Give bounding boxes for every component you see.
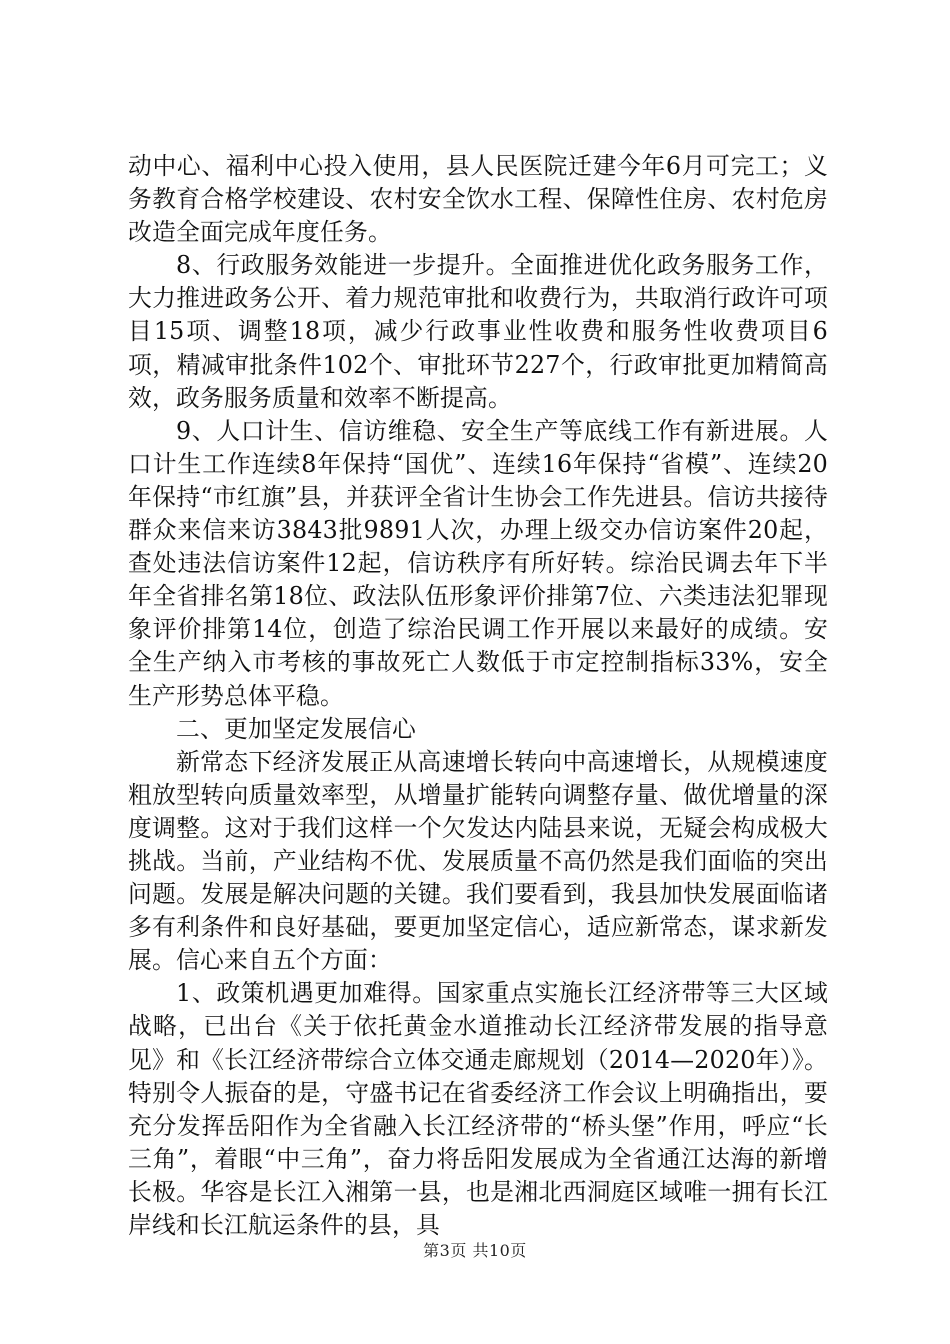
paragraph-item-8: 8、行政服务效能进一步提升。全面推进优化政务服务工作，大力推进政务公开、着力规范审批和收费行为，共取消行政许可项目15项、调整18项，减少行政事业性收费和服务性收费项目6项，精减审批条件102个、审批环节227个，行政审批更加精简高效，政务服务质量和效率不断提高。 [128,251,828,412]
paragraph-item-9: 9、人口计生、信访维稳、安全生产等底线工作有新进展。人口计生工作连续8年保持“国优”、连续16年保持“省模”、连续20年保持“市红旗”县，并获评全省计生协会工作先进县。信访共接待群众来信来访3843批9891人次，办理上级交办信访案件20起，查处违法信访案件12起，信访秩序有所好转。综治民调去年下半年全省排名第18位、政法队伍形象评价排第7位、六类违法犯罪现象评价排第14位，创造了综治民调工作开展以来最好的成绩。安全生产纳入市考核的事故死亡人数低于市定控制指标33%，安全生产形势总体平稳。 [128,416,828,710]
page-number-footer: 第3页 共10页 [423,1241,527,1260]
paragraph-continuation: 动中心、福利中心投入使用，县人民医院迁建今年6月可完工；义务教育合格学校建设、农村安全饮水工程、保障性住房、农村危房改造全面完成年度任务。 [128,152,828,247]
paragraph-item-1: 1、政策机遇更加难得。国家重点实施长江经济带等三大区域战略，已出台《关于依托黄金水道推动长江经济带发展的指导意见》和《长江经济带综合立体交通走廊规划（2014—2020年）》。特别令人振奋的是，守盛书记在省委经济工作会议上明确指出，要充分发挥岳阳作为全省融入长江经济带的“桥头堡”作用，呼应“长三角”，着眼“中三角”，奋力将岳阳发展成为全省通江达海的新增长极。华容是长江入湘第一县，也是湘北西洞庭区域唯一拥有长江岸线和长江航运条件的县，具 [128,979,828,1239]
section-heading-2: 二、更加坚定发展信心 [176,714,416,743]
document-body [128,150,828,1242]
paragraph-new-normal: 新常态下经济发展正从高速增长转向中高速增长，从规模速度粗放型转向质量效率型，从增量扩能转向调整存量、做优增量的深度调整。这对于我们这样一个欠发达内陆县来说，无疑会构成极大挑战。当前，产业结构不优、发展质量不高仍然是我们面临的突出问题。发展是解决问题的关键。我们要看到，我县加快发展面临诸多有利条件和良好基础，要更加坚定信心，适应新常态，谋求新发展。信心来自五个方面： [128,747,828,975]
